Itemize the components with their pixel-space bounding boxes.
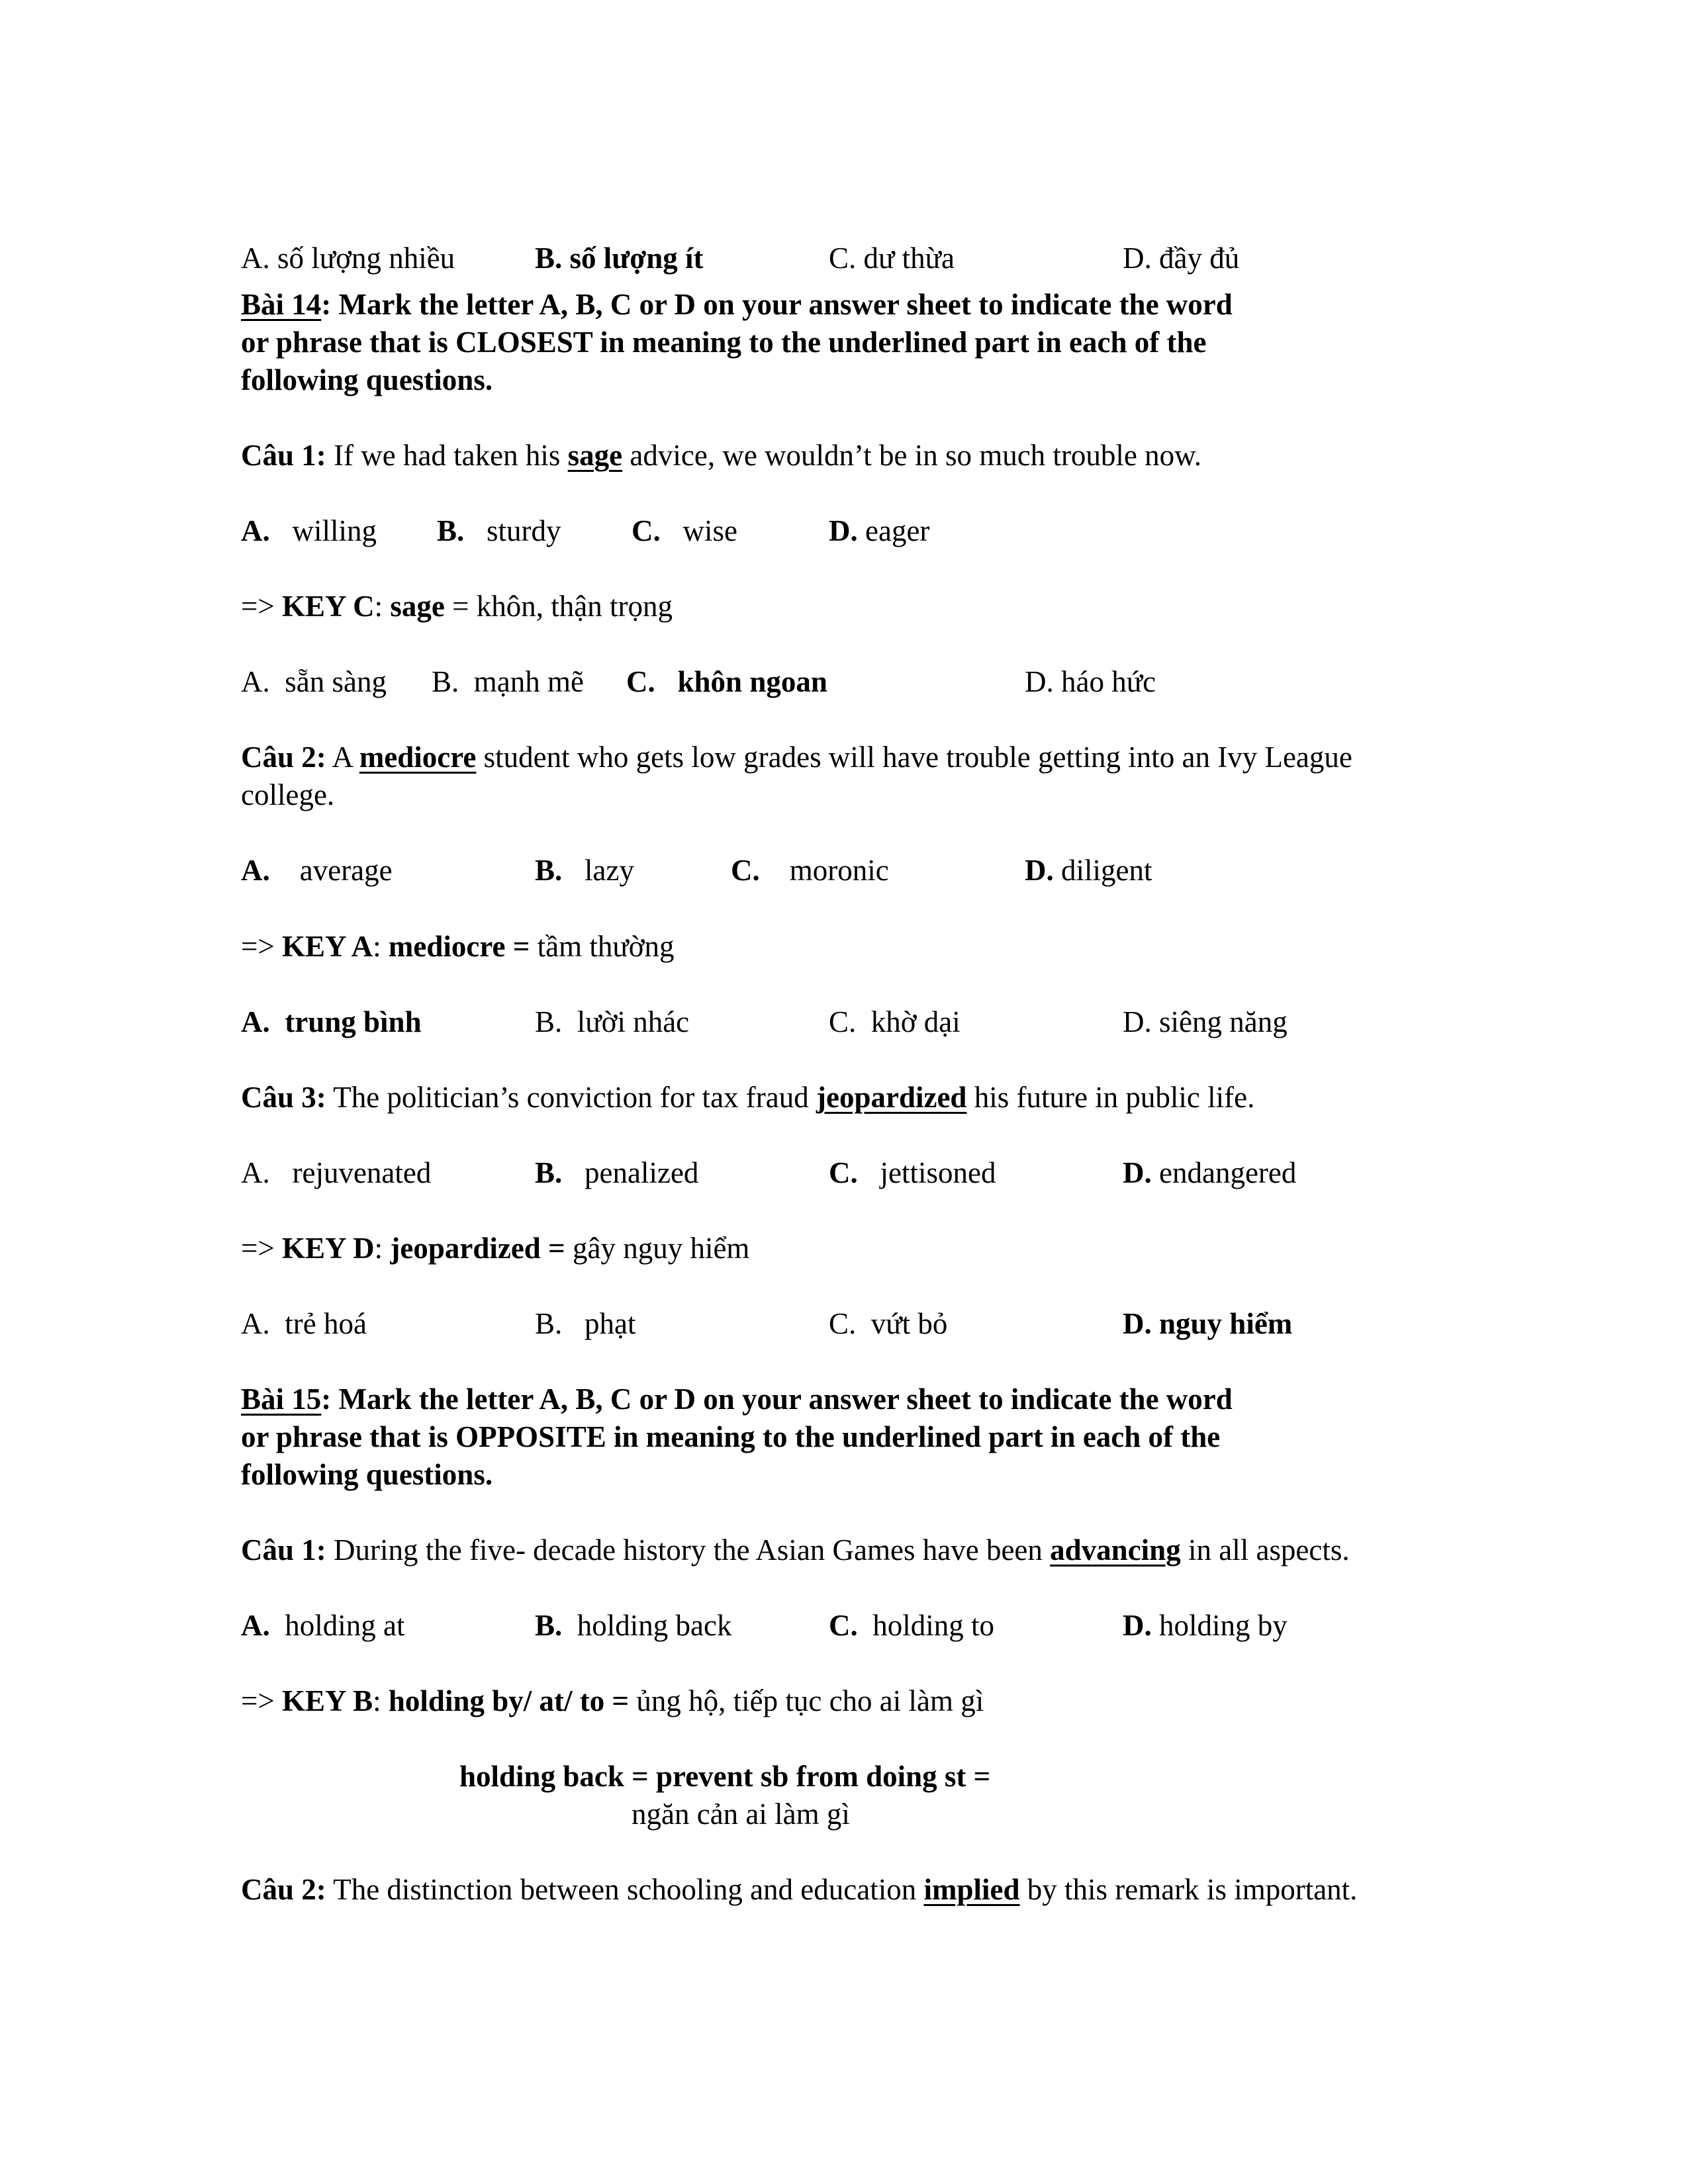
- exercise-14-heading: Bài 14: Mark the letter A, B, C or D on your answer sheet to indicate the word: [241, 288, 1233, 321]
- underlined-word: advancing: [1050, 1533, 1181, 1567]
- option-c-translation: C. dư thừa: [829, 242, 955, 275]
- translation-d: D. nguy hiểm: [1123, 1307, 1293, 1340]
- exercise-14-label: Bài 14: [241, 288, 322, 321]
- question-15-1: Câu 1: During the five- decade history the Asian Games have been advancing in all aspects.: [241, 1533, 1350, 1567]
- answer-key-1: => KEY C: sage = khôn, thận trọng: [241, 590, 673, 623]
- exercise-14-heading-line2: or phrase that is CLOSEST in meaning to the underlined part in each of the: [241, 326, 1207, 359]
- underlined-word: mediocre: [359, 741, 477, 774]
- translation-b: B. mạnh mẽ: [432, 665, 584, 698]
- translation-c: C. khờ dại: [829, 1005, 961, 1038]
- answer-key-2: => KEY A: mediocre = tầm thường: [241, 930, 675, 963]
- exercise-15-label: Bài 15: [241, 1383, 322, 1416]
- exercise-14-heading-line3: following questions.: [241, 363, 493, 396]
- option-a-translation: A. số lượng nhiều: [241, 242, 455, 275]
- answer-key-15-1: => KEY B: holding by/ at/ to = ủng hộ, tiếp tục cho ai làm gì: [241, 1684, 984, 1717]
- question-2: Câu 2: A mediocre student who gets low grades will have trouble getting into an Ivy League: [241, 741, 1352, 774]
- underlined-word: implied: [923, 1873, 1020, 1906]
- translation-a: A. sẵn sàng: [241, 665, 387, 698]
- question-2-line2: college.: [241, 778, 335, 811]
- answer-key-3: => KEY D: jeopardized = gây nguy hiểm: [241, 1232, 750, 1265]
- option-d: D. diligent: [1025, 854, 1152, 887]
- exercise-15-heading: Bài 15: Mark the letter A, B, C or D on your answer sheet to indicate the word: [241, 1383, 1233, 1416]
- translation-b: B. phạt: [535, 1307, 636, 1340]
- option-b: B. holding back: [535, 1609, 732, 1642]
- question-15-2: Câu 2: The distinction between schooling and education implied by this remark is important.: [241, 1873, 1358, 1906]
- option-d-translation: D. đầy đủ: [1123, 242, 1240, 275]
- option-d: D. endangered: [1123, 1156, 1297, 1189]
- option-a: A. willing: [241, 514, 377, 547]
- option-d: D. holding by: [1123, 1609, 1288, 1642]
- exercise-15-heading-line2: or phrase that is OPPOSITE in meaning to the underlined part in each of the: [241, 1420, 1221, 1453]
- option-d: D. eager: [829, 514, 930, 547]
- option-a: A. average: [241, 854, 393, 887]
- option-a: A. rejuvenated: [241, 1156, 432, 1189]
- note-line-1: holding back = prevent sb from doing st =: [459, 1760, 991, 1793]
- option-c: C. jettisoned: [829, 1156, 996, 1189]
- question-1: Câu 1: If we had taken his sage advice, we wouldn’t be in so much trouble now.: [241, 439, 1201, 472]
- translation-c: C. khôn ngoan: [626, 665, 827, 698]
- note-line-2: ngăn cản ai làm gì: [632, 1797, 850, 1831]
- underlined-word: jeopardized: [816, 1081, 967, 1114]
- translation-a: A. trẻ hoá: [241, 1307, 367, 1340]
- translation-d: D. siêng năng: [1123, 1005, 1288, 1038]
- translation-c: C. vứt bỏ: [829, 1307, 948, 1340]
- option-c: C. moronic: [731, 854, 889, 887]
- exercise-15-heading-line3: following questions.: [241, 1458, 493, 1491]
- translation-d: D. háo hức: [1025, 665, 1156, 698]
- option-b: B. penalized: [535, 1156, 699, 1189]
- option-b-translation: B. số lượng ít: [535, 242, 704, 275]
- translation-b: B. lười nhác: [535, 1005, 690, 1038]
- translation-a: A. trung bình: [241, 1005, 422, 1038]
- question-3: Câu 3: The politician’s conviction for tax fraud jeopardized his future in public life.: [241, 1081, 1255, 1114]
- option-c: C. wise: [632, 514, 737, 547]
- option-b: B. sturdy: [437, 514, 561, 547]
- option-c: C. holding to: [829, 1609, 995, 1642]
- underlined-word: sage: [567, 439, 623, 472]
- option-b: B. lazy: [535, 854, 634, 887]
- option-a: A. holding at: [241, 1609, 405, 1642]
